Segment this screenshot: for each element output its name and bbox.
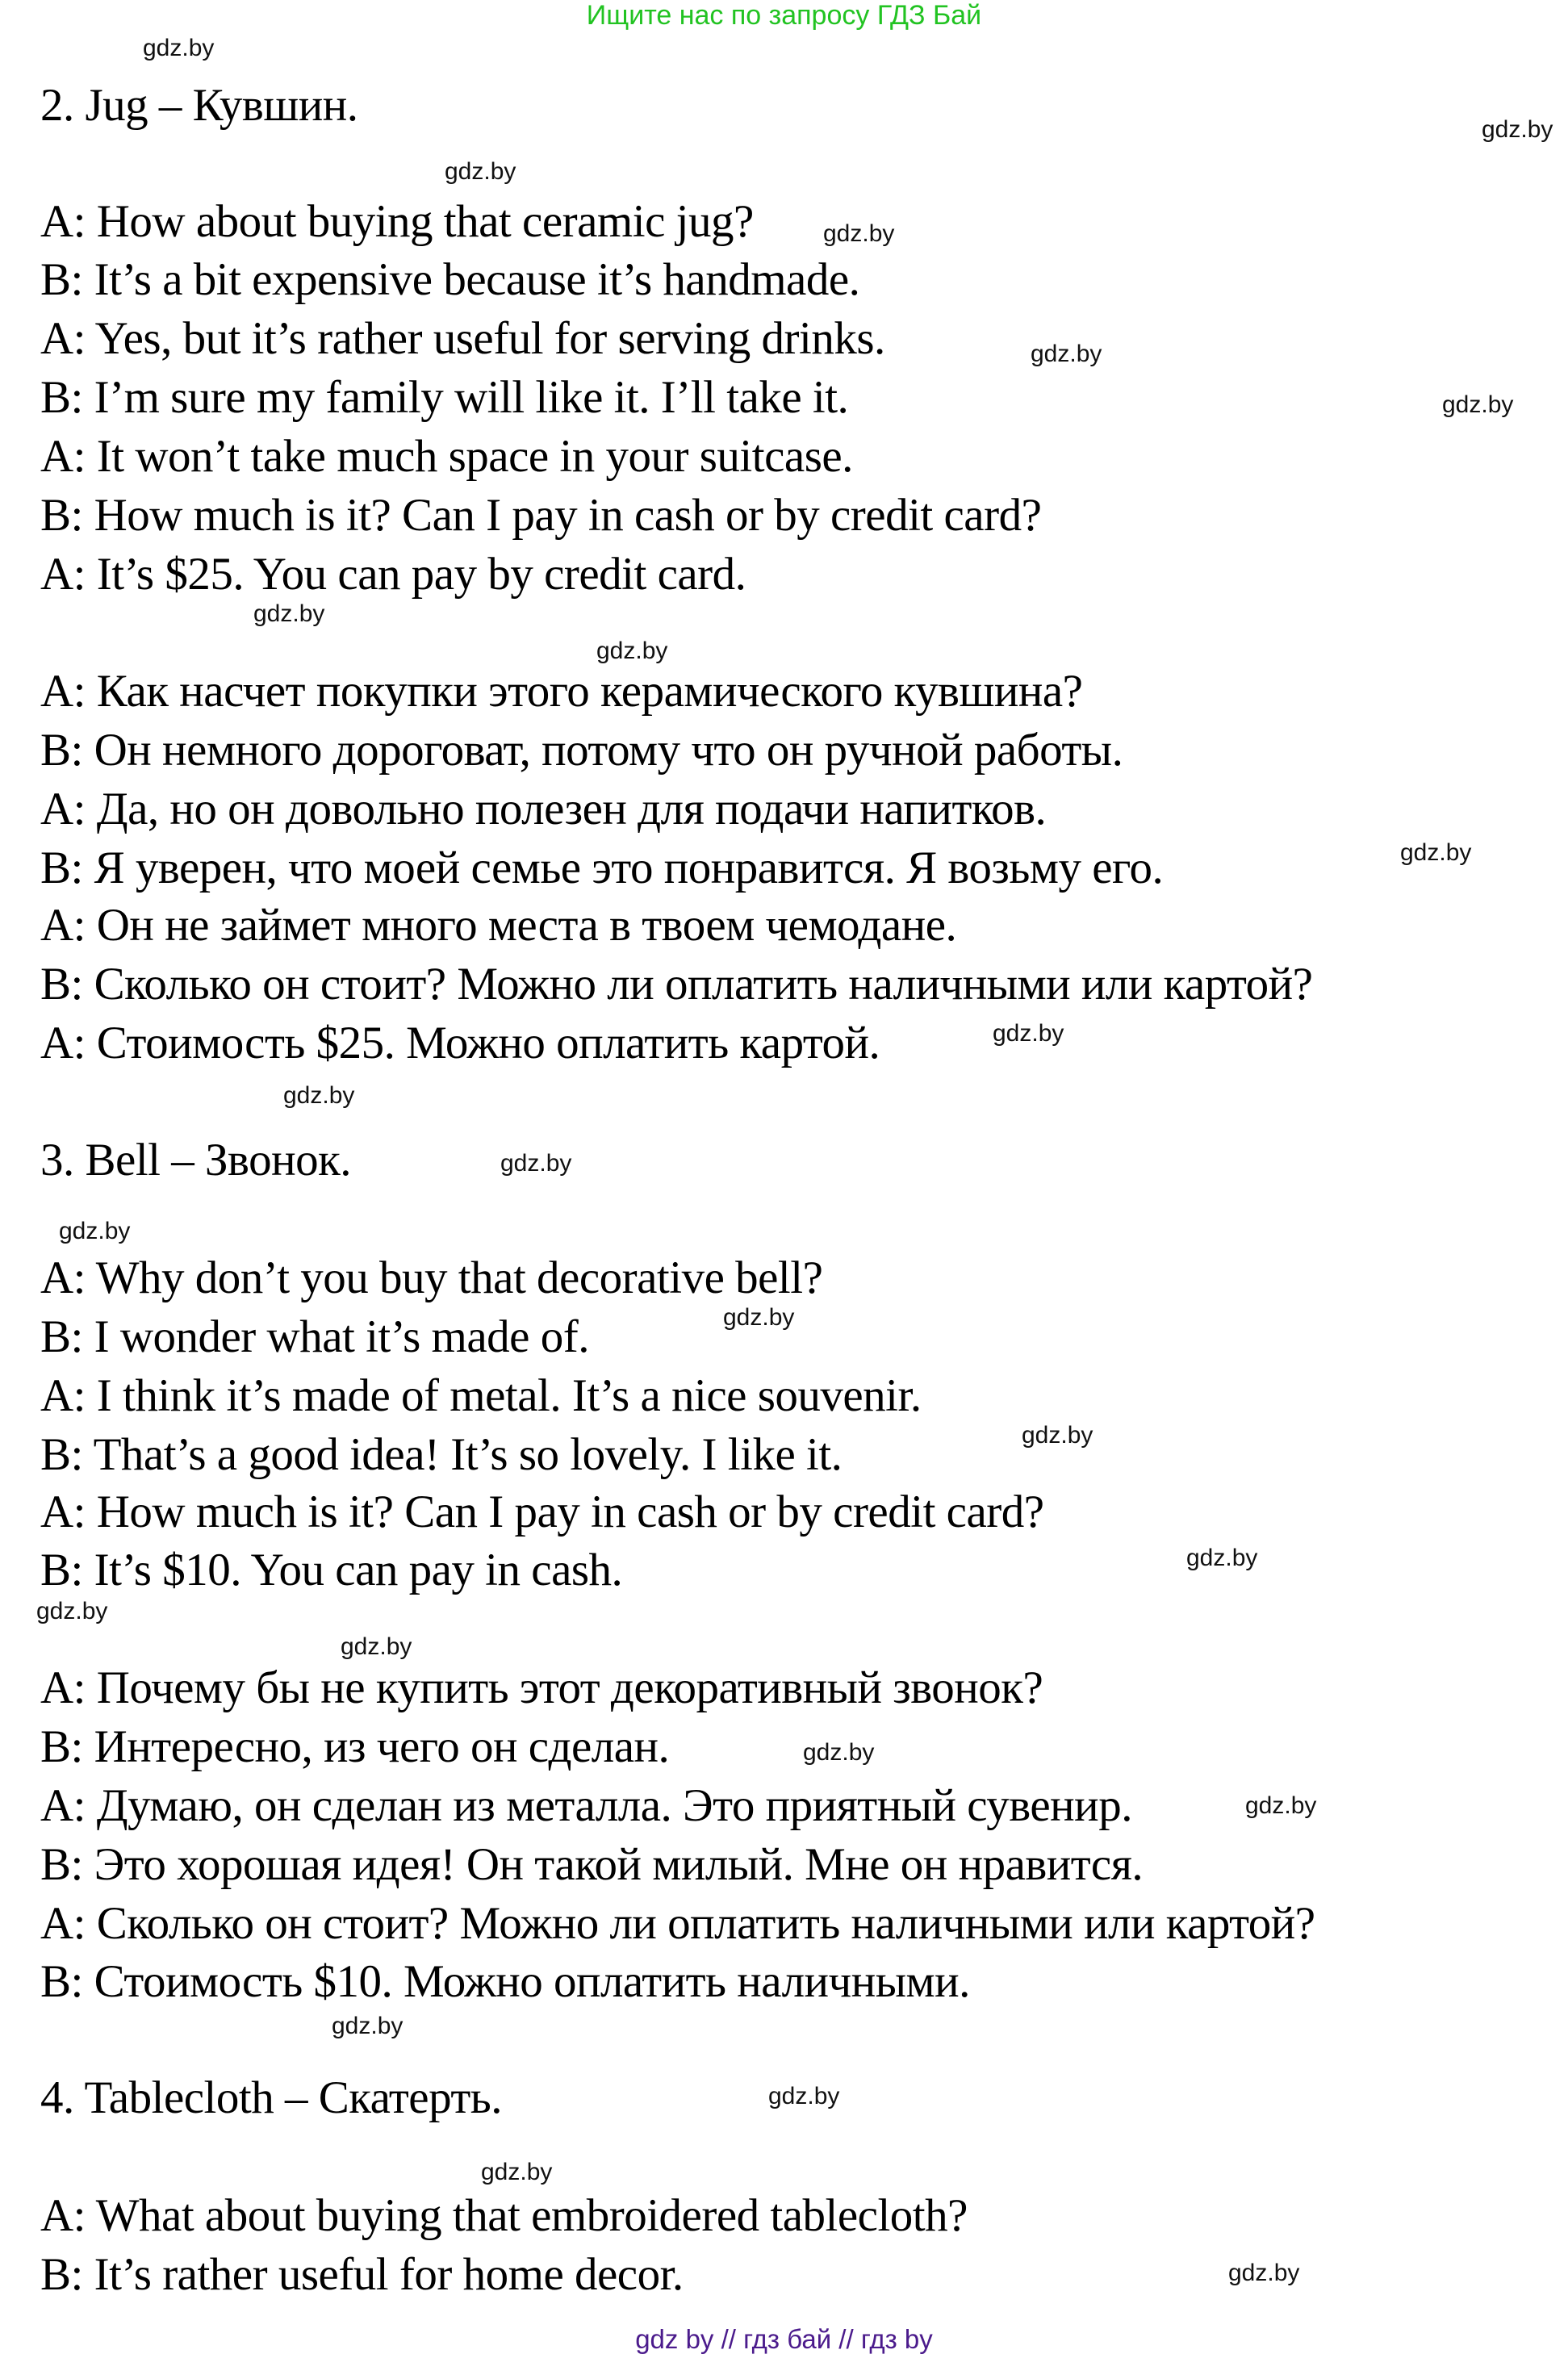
watermark-text: gdz.by <box>803 1739 875 1766</box>
footer-links: gdz by // гдз бай // гдз by <box>635 2324 933 2354</box>
watermark-text: gdz.by <box>1400 839 1472 866</box>
section-heading: 2. Jug – Кувшин. <box>40 80 358 131</box>
watermark-text: gdz.by <box>59 1218 131 1244</box>
section-heading: 4. Tablecloth – Скатерть. <box>40 2072 503 2123</box>
watermark-text: gdz.by <box>1031 341 1102 367</box>
dialogue-line: B: I wonder what it’s made of. <box>40 1311 589 1362</box>
dialogue-line: A: Стоимость $25. Можно оплатить картой. <box>40 1018 880 1068</box>
watermark-text: gdz.by <box>1482 116 1553 143</box>
dialogue-line: A: Yes, but it’s rather useful for serving drinks. <box>40 313 885 364</box>
watermark-text: gdz.by <box>823 220 895 247</box>
watermark-text: gdz.by <box>1022 1422 1093 1449</box>
dialogue-line: B: How much is it? Can I pay in cash or by credit card? <box>40 490 1042 541</box>
dialogue-line: B: Он немного дороговат, потому что он ручной работы. <box>40 725 1123 776</box>
dialogue-line: A: Да, но он довольно полезен для подачи напитков. <box>40 784 1047 834</box>
watermark-text: gdz.by <box>332 2013 403 2039</box>
dialogue-line: A: What about buying that embroidered tablecloth? <box>40 2190 968 2241</box>
watermark-text: gdz.by <box>1245 1792 1317 1819</box>
dialogue-line: A: How about buying that ceramic jug? <box>40 196 754 247</box>
dialogue-line: B: Это хорошая идея! Он такой милый. Мне он нравится. <box>40 1839 1144 1890</box>
dialogue-line: A: Почему бы не купить этот декоративный звонок? <box>40 1662 1043 1713</box>
watermark-text: gdz.by <box>723 1304 795 1331</box>
dialogue-line: A: It’s $25. You can pay by credit card. <box>40 549 746 600</box>
watermark-text: gdz.by <box>1442 391 1514 418</box>
dialogue-line: A: It won’t take much space in your suitcase. <box>40 431 853 482</box>
dialogue-line: B: Сколько он стоит? Можно ли оплатить наличными или картой? <box>40 959 1313 1010</box>
dialogue-line: A: Why don’t you buy that decorative bell? <box>40 1252 823 1303</box>
dialogue-line: B: Стоимость $10. Можно оплатить наличными. <box>40 1956 970 2007</box>
watermark-text: gdz.by <box>283 1082 355 1109</box>
watermark-text: gdz.by <box>1228 2260 1300 2286</box>
watermark-text: gdz.by <box>481 2159 553 2185</box>
watermark-text: gdz.by <box>36 1598 108 1624</box>
watermark-text: gdz.by <box>445 158 516 185</box>
dialogue-line: B: It’s $10. You can pay in cash. <box>40 1545 623 1595</box>
dialogue-line: A: Он не займет много места в твоем чемодане. <box>40 900 957 951</box>
dialogue-line: A: I think it’s made of metal. It’s a nice souvenir. <box>40 1370 922 1421</box>
dialogue-line: B: That’s a good idea! It’s so lovely. I like it. <box>40 1429 843 1480</box>
dialogue-line: A: Думаю, он сделан из металла. Это приятный сувенир. <box>40 1780 1132 1831</box>
watermark-text: gdz.by <box>341 1633 412 1660</box>
dialogue-line: B: I’m sure my family will like it. I’ll take it. <box>40 372 849 423</box>
watermark-text: gdz.by <box>993 1020 1064 1047</box>
watermark-text: gdz.by <box>596 638 668 664</box>
watermark-text: gdz.by <box>500 1150 572 1177</box>
dialogue-line: A: How much is it? Can I pay in cash or by credit card? <box>40 1486 1044 1537</box>
dialogue-line: A: Как насчет покупки этого керамического кувшина? <box>40 666 1083 717</box>
watermark-text: gdz.by <box>768 2083 840 2109</box>
watermark-text: gdz.by <box>1186 1545 1258 1571</box>
section-heading: 3. Bell – Звонок. <box>40 1135 352 1185</box>
dialogue-line: B: It’s a bit expensive because it’s handmade. <box>40 254 860 305</box>
watermark-text: gdz.by <box>253 600 325 627</box>
dialogue-line: B: Я уверен, что моей семье это понравится. Я возьму его. <box>40 843 1164 893</box>
dialogue-line: A: Сколько он стоит? Можно ли оплатить наличными или картой? <box>40 1898 1315 1949</box>
dialogue-line: B: It’s rather useful for home decor. <box>40 2249 684 2300</box>
watermark-text: gdz.by <box>143 35 215 61</box>
search-banner: Ищите нас по запросу ГДЗ Бай <box>586 0 982 31</box>
dialogue-line: B: Интересно, из чего он сделан. <box>40 1721 670 1772</box>
